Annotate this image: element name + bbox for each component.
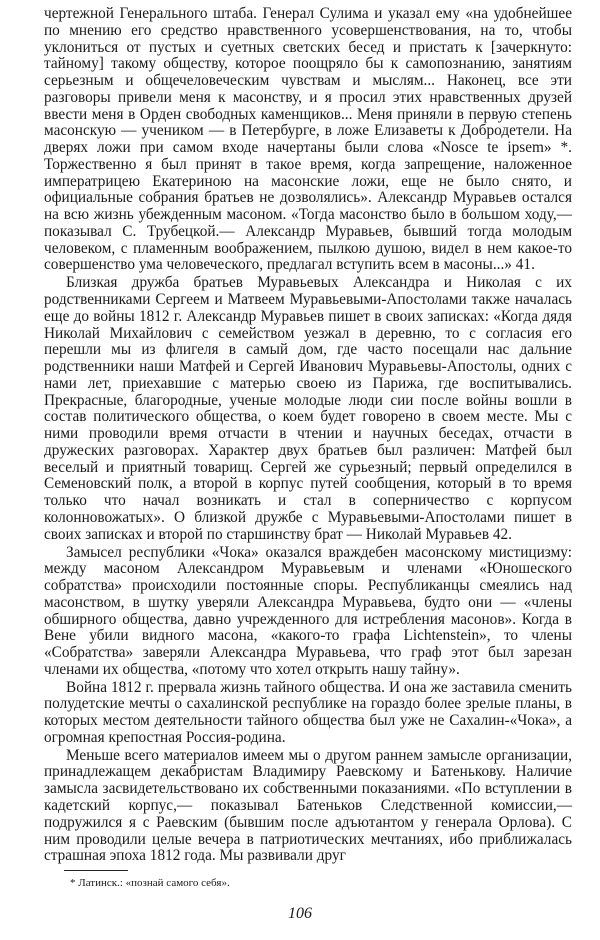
paragraph-chok-republic: Замысел республики «Чока» оказался враждебен масонскому мистицизму: между масоном Александром Муравьевым и членами «Юношеского собратства» происходили постоянные споры. Республиканцы смеялись над масонством, в шутку уверяли Александра Муравьева, будто они — «члены обширного общества, давно учрежденного для истребления масонов». Когда в Вене убили видного масона, «какого-то графа Lichtenstein», то члены «Собратства» заверяли Александра Муравьева, что граф этот был зарезан членами их общества, «потому что хотел открыть нашу тайну». (44, 543, 572, 678)
paragraph-war-1812: Война 1812 г. прервала жизнь тайного общества. И она же заставила сменить полудетские мечты о сахалинской республике на гораздо более зрелые планы, в которых местом деятельности тайного общества был уже не Сахалин-«Чока», а огромная крепостная Россия-родина. (44, 678, 572, 746)
paragraph-continuation: чертежной Генерального штаба. Генерал Сулима и указал ему «на удобнейшее по мнению его средство нравственного усовершенствования, на то, чтобы уклониться от пустых и суетных светских бесед и пристать к [зачеркнуто: тайному] такому обществу, которое поощряло бы к самопознанию, занятиям серьезным и общечеловеческим чувствам и мыслям... Наконец, все эти разговоры привели меня к масонству, и я просил этих нравственных друзей ввести меня в Орден свободных каменщиков... Меня приняли в первую степень масонскую — учеником — в Петербурге, в ложе Елизаветы к Добродетели. На дверях ложи при самом входе начертаны были слова «Nosce te ipsem» *. Торжественно я был принят в такое время, когда запрещение, наложенное императрицею Екатериною на масонские ложи, еще не было снято, и официальные собрания братьев не дозволялись». Александр Муравьев остался на всю жизнь убежденным масоном. «Тогда масонство было в большом ходу,— показывал С. Трубецкой.— Александр Муравьев, бывший тогда молодым человеком, с пламенным воображением, пылкою душою, видел в нем какое-то совершенство ума человеческого, предлагал вступить всем в масоны...» 41. (44, 5, 572, 274)
paragraph-raevsky-batenkov: Меньше всего материалов имеем мы о другом раннем замысле организации, принадлежащем декабристам Владимиру Раевскому и Батенькову. Наличие замысла засвидетельствовано их собственными показаниями. «По вступлении в кадетский корпус,— показывал Батеньков Следственной комиссии,— подружился я с Раевским (бывшим после адъютантом у генерала Орлова). С ним проводили целые вечера в патриотических мечтаниях, ибо приближалась страшная эпоха 1812 года. Мы развивали друг (44, 746, 572, 865)
paragraph-muravyov-friendship: Близкая дружба братьев Муравьевых Александра и Николая с их родственниками Сергеем и Матвеем Муравьевыми-Апостолами также началась еще до войны 1812 г. Александр Муравьев пишет в своих записках: «Когда дядя Николай Михайлович с семейством уезжал в деревню, то с согласия его перешли мы из флигеля в самый дом, где часто посещали нас дальние родственники наши Матфей и Сергей Иванович Муравьевы-Апостолы, одних с нами лет, приехавшие с матерью своею из Парижа, где воспитывались. Прекрасные, благородные, ученые молодые люди сии после войны вошли в состав политического общества, о коем будет говорено в своем месте. Мы с ними проводили время отчасти в чтении и научных беседах, отчасти в дружеских разговорах. Характер двух братьев был различен: Матфей был веселый и приятный товарищ. Сергей же сурьезный; первый определился в Семеновский полк, а второй в корпус путей сообщения, который в то время только что начал возникать и стал в соперничество с корпусом колонновожатых». О близкой дружбе с Муравьевыми-Апостолами пишет в своих записках и второй по старшинству брат — Николай Муравьев 42. (44, 274, 572, 543)
footnote-divider (64, 870, 128, 871)
footnote: * Латинск.: «познай самого себя». (70, 877, 230, 889)
body-text (44, 6, 572, 865)
page-number: 106 (288, 905, 312, 922)
